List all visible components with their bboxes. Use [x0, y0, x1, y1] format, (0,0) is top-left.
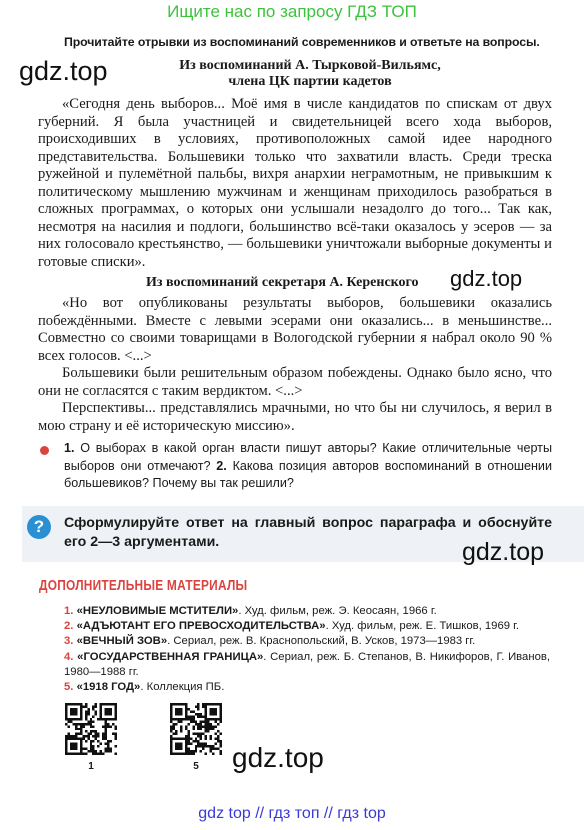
top-banner: Ищите нас по запросу ГДЗ ТОП	[167, 2, 417, 21]
source2-text-block	[38, 295, 552, 435]
question-bullet-icon	[40, 446, 49, 455]
item-title: «АДЪЮТАНТ ЕГО ПРЕВОСХОДИТЕЛЬСТВА»	[76, 620, 326, 633]
list-item	[64, 680, 550, 695]
main-question-text: Сформулируйте ответ на главный вопрос параграфа и обоснуйте его 2—3 аргументами.	[64, 515, 552, 550]
list-item	[64, 619, 550, 634]
list-item	[64, 604, 550, 619]
watermark: gdz.top	[19, 56, 108, 86]
item-details: . Коллекция ПБ.	[140, 681, 225, 694]
question-1-number: 1.	[64, 441, 75, 455]
item-number: 3.	[64, 635, 74, 648]
source1-title-line1: Из воспоминаний А. Тырковой-Вильямс,	[179, 58, 441, 73]
item-title: «1918 ГОД»	[76, 681, 141, 694]
item-details: . Худ. фильм, реж. Э. Кеосаян, 1966 г.	[238, 605, 437, 617]
item-details: . Худ. фильм, реж. Е. Тишков, 1969 г.	[325, 620, 520, 633]
list-item	[64, 634, 550, 649]
item-number: 1.	[64, 605, 74, 617]
item-title: «ГОСУДАРСТВЕННАЯ ГРАНИЦА»	[77, 650, 264, 663]
question-2-text: Какова позиция авторов воспоминаний в отношении большевиков? Почему вы так решили?	[64, 458, 552, 490]
qr-label: 5	[193, 761, 199, 772]
question-mark-icon: ?	[27, 515, 51, 539]
extra-materials-list	[64, 604, 550, 695]
source1-title-line2: члена ЦК партии кадетов	[228, 74, 392, 89]
item-number: 2.	[64, 620, 74, 633]
qr-code-icon[interactable]	[170, 703, 222, 755]
source1-text-block	[38, 96, 552, 271]
source2-title: Из воспоминаний секретаря А. Керенского	[146, 275, 419, 290]
item-details: . Сериал, реж. В. Краснопольский, В. Усков, 1973—1983 гг.	[167, 635, 476, 648]
item-number: 5.	[64, 681, 74, 694]
source1-text: «Сегодня день выборов... Моё имя в числе кандидатов по спискам от двух губерний. Я была участницей и свидетельницей всего хода выборов, происходивших в условиях, противоположных самой идее народного представительства. Большевики только что захватили власть. Среди треска ружейной и пулемётной пальбы, вихря анархии неграмотным, не привыкшим к политическому мышлению мужчинам и женщинам приходилось разобраться в сложных программах, о которых они услышали незадолго до того... Так как, несмотря на насилия и подлоги, большинство всё-таки оказалось у эсеров — за них голосовало крестьянство, — большевики уничтожали выборные документы и готовые списки».	[38, 96, 552, 270]
extra-materials-title: ДОПОЛНИТЕЛЬНЫЕ МАТЕРИАЛЫ	[39, 578, 248, 594]
item-details: . Сериал, реж. Б. Степанов, В. Никифоров, Г. Иванов, 1980—1988 гг.	[64, 650, 551, 678]
source2-paragraph-2: Большевики были решительным образом побеждены. Однако было ясно, что они не согласятся с таким вердиктом. <...>	[38, 365, 552, 399]
qr-label: 1	[88, 761, 94, 772]
question-2-number: 2.	[216, 458, 227, 473]
source1-title	[120, 58, 500, 90]
footer: gdz top // гдз топ // гдз top	[198, 805, 386, 822]
questions	[64, 440, 552, 493]
source2-paragraph-3: Перспективы... представлялись мрачными, но что бы ни случилось, я верил в мою страну и её историческую миссию».	[38, 400, 552, 434]
item-number: 4.	[64, 650, 74, 663]
question-1-text: О выборах в какой орган власти пишут авторы? Какие отличительные черты выборов они отмечают?	[64, 441, 552, 473]
source2-paragraph-1: «Но вот опубликованы результаты выборов, большевики оказались побеждёнными. Вместе с левыми эсерами они оказались... в меньшинстве... Совместно со своими товарищами в Вологодской губернии я набрал около 90 % всех голосов. <...>	[38, 295, 552, 364]
list-item	[64, 650, 550, 680]
task-intro: Прочитайте отрывки из воспоминаний современников и ответьте на вопросы.	[64, 35, 540, 49]
watermark: gdz.top	[232, 742, 324, 773]
watermark: gdz.top	[462, 538, 545, 566]
watermark: gdz.top	[450, 266, 523, 291]
qr-code-icon[interactable]	[65, 703, 117, 755]
item-title: «НЕУЛОВИМЫЕ МСТИТЕЛИ»	[76, 605, 239, 617]
item-title: «ВЕЧНЫЙ ЗОВ»	[76, 635, 168, 648]
